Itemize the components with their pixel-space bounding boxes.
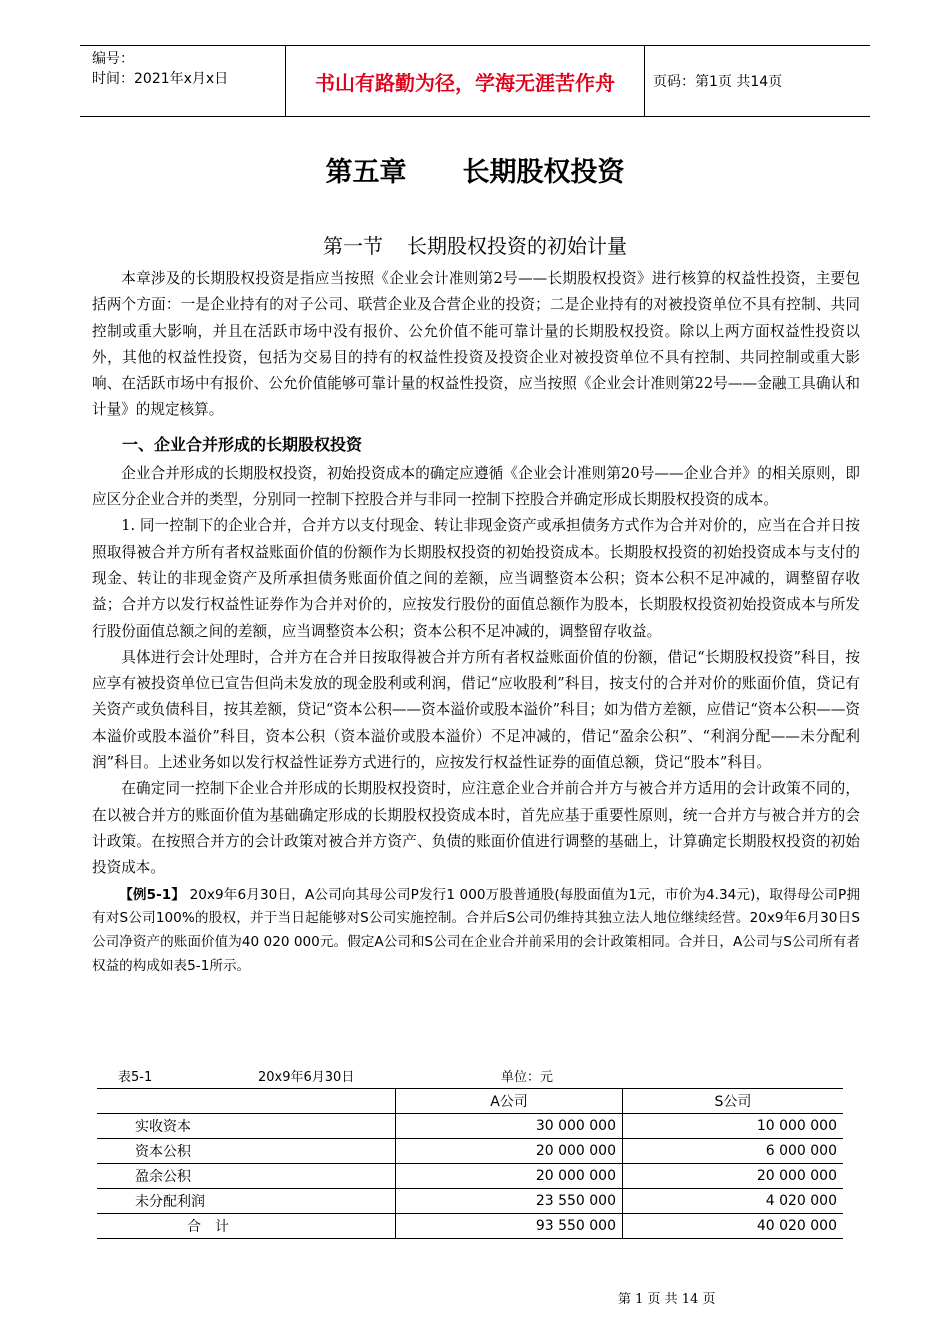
row-label: 未分配利润 [135, 1194, 205, 1210]
s-company-value: 40 020 000 [623, 1214, 844, 1239]
document-body [92, 266, 860, 978]
row-label: 合 计 [187, 1219, 229, 1235]
header-page-info: 页码：第1页 共14页 [653, 74, 783, 90]
a-company-value: 20 000 000 [396, 1139, 623, 1164]
table-header-cell: A公司 [396, 1089, 623, 1114]
section-number: 第一节 [323, 234, 383, 258]
s-company-value: 20 000 000 [623, 1164, 844, 1189]
s-company-value: 10 000 000 [623, 1114, 844, 1139]
section-title [0, 230, 950, 259]
chapter-title [0, 150, 950, 189]
a-company-value: 93 550 000 [396, 1214, 623, 1239]
chapter-name: 长期股权投资 [462, 157, 625, 188]
table-header-row [97, 1089, 843, 1114]
s-company-value: 6 000 000 [623, 1139, 844, 1164]
chapter-number: 第五章 [325, 157, 407, 188]
row-label: 实收资本 [135, 1119, 191, 1135]
a-company-value: 23 550 000 [396, 1189, 623, 1214]
page-header [80, 45, 870, 117]
s-company-value: 4 020 000 [623, 1189, 844, 1214]
row-label: 资本公积 [135, 1144, 191, 1160]
number-label: 编号： [92, 51, 134, 67]
table-header-cell [97, 1089, 396, 1114]
a-company-value: 20 000 000 [396, 1164, 623, 1189]
table-row [97, 1114, 843, 1139]
intro-paragraph: 本章涉及的长期股权投资是指应当按照《企业会计准则第2号——长期股权投资》进行核算的权益性投资，主要包括两个方面：一是企业持有的对子公司、联营企业及合营企业的投资；二是企业持有的对被投资单位不具有控制、共同控制或重大影响，并且在活跃市场中没有报价、公允价值不能可靠计量的长期股权投资。除以上两方面权益性投资以外，其他的权益性投资，包括为交易目的持有的权益性投资及投资企业对被投资单位不具有控制、共同控制或重大影响、在活跃市场中有报价、公允价值能够可靠计量的权益性投资，应当按照《企业会计准则第22号——金融工具确认和计量》的规定核算。 [92, 270, 860, 419]
table-row [97, 1164, 843, 1189]
table-total-row [97, 1214, 843, 1239]
table-date: 20x9年6月30日 [258, 1070, 355, 1085]
paragraph: 1. 同一控制下的企业合并，合并方以支付现金、转让非现金资产或承担债务方式作为合并对价的，应当在合并日按照取得被合并方所有者权益账面价值的份额作为长期股权投资的初始投资成本。长期股权投资的初始投资成本与支付的现金、转让的非现金资产及所承担债务账面价值之间的差额，应当调整资本公积；资本公积不足冲减的，调整留存收益；合并方以发行权益性证券作为合并对价的，应按发行股份的面值总额作为股本，长期股权投资初始投资成本与所发行股份面值总额之间的差额，应当调整资本公积；资本公积不足冲减的，调整留存收益。 [92, 517, 860, 640]
paragraph: 具体进行会计处理时，合并方在合并日按取得被合并方所有者权益账面价值的份额，借记“长期股权投资”科目，按应享有被投资单位已宣告但尚未发放的现金股利或利润，借记“应收股利”科目，按支付的合并对价的账面价值，贷记有关资产或负债科目，按其差额，贷记“资本公积——资本溢价或股本溢价”科目；如为借方差额，应借记“资本公积——资本溢价或股本溢价”科目，资本公积（资本溢价或股本溢价）不足冲减的，借记“盈余公积”、“利润分配——未分配利润”科目。上述业务如以发行权益性证券方式进行的，应按发行权益性证券的面值总额，贷记“股本”科目。 [92, 648, 860, 772]
table-unit: 单位：元 [501, 1070, 554, 1085]
example-text: 20x9年6月30日，A公司向其母公司P发行1 000万股普通股(每股面值为1元，市价为4.34元)，取得母公司P拥有对S公司100%的股权，并于当日起能够对S公司实施控制。合并后S公司仍维持其独立法人地位继续经营。20x9年6月30日S公司净资产的账面价值为40 020 000元。假定A公司和S公司在企业合并前采用的会计政策相同。合并日，A公司与S公司所有者权益的构成如表5-1所示。 [92, 886, 861, 974]
paragraph: 企业合并形成的长期股权投资，初始投资成本的确定应遵循《企业会计准则第20号——企业合并》的相关原则，即应区分企业合并的类型，分别同一控制下控股合并与非同一控制下控股合并确定形成长期股权投资的成本。 [92, 464, 860, 509]
equity-table [97, 1088, 843, 1239]
example-tag: 【例5-1】 [119, 886, 186, 903]
time-label: 时间：2021年x月x日 [92, 71, 229, 87]
example-paragraph [92, 884, 860, 979]
header-motto: 书山有路勤为径，学海无涯苦作舟 [285, 46, 645, 116]
section-name: 长期股权投资的初始计量 [407, 234, 627, 258]
paragraph: 在确定同一控制下企业合并形成的长期股权投资时，应注意企业合并前合并方与被合并方适用的会计政策不同的，在以被合并方的账面价值为基础确定形成的长期股权投资成本时，首先应基于重要性原则，统一合并方与被合并方的会计政策。在按照合并方的会计政策对被合并方资产、负债的账面价值进行调整的基础上，计算确定长期股权投资的初始投资成本。 [92, 780, 860, 877]
row-label: 盈余公积 [135, 1169, 191, 1185]
page-footer: 第 1 页 共 14 页 [618, 1292, 716, 1307]
table-header-cell: S公司 [623, 1089, 844, 1114]
heading-1: 一、企业合并形成的长期股权投资 [122, 434, 363, 454]
table-row [97, 1189, 843, 1214]
table-row [97, 1139, 843, 1164]
table-label: 表5-1 [118, 1070, 153, 1085]
header-meta [80, 46, 285, 116]
a-company-value: 30 000 000 [396, 1114, 623, 1139]
table-caption [118, 1066, 718, 1085]
